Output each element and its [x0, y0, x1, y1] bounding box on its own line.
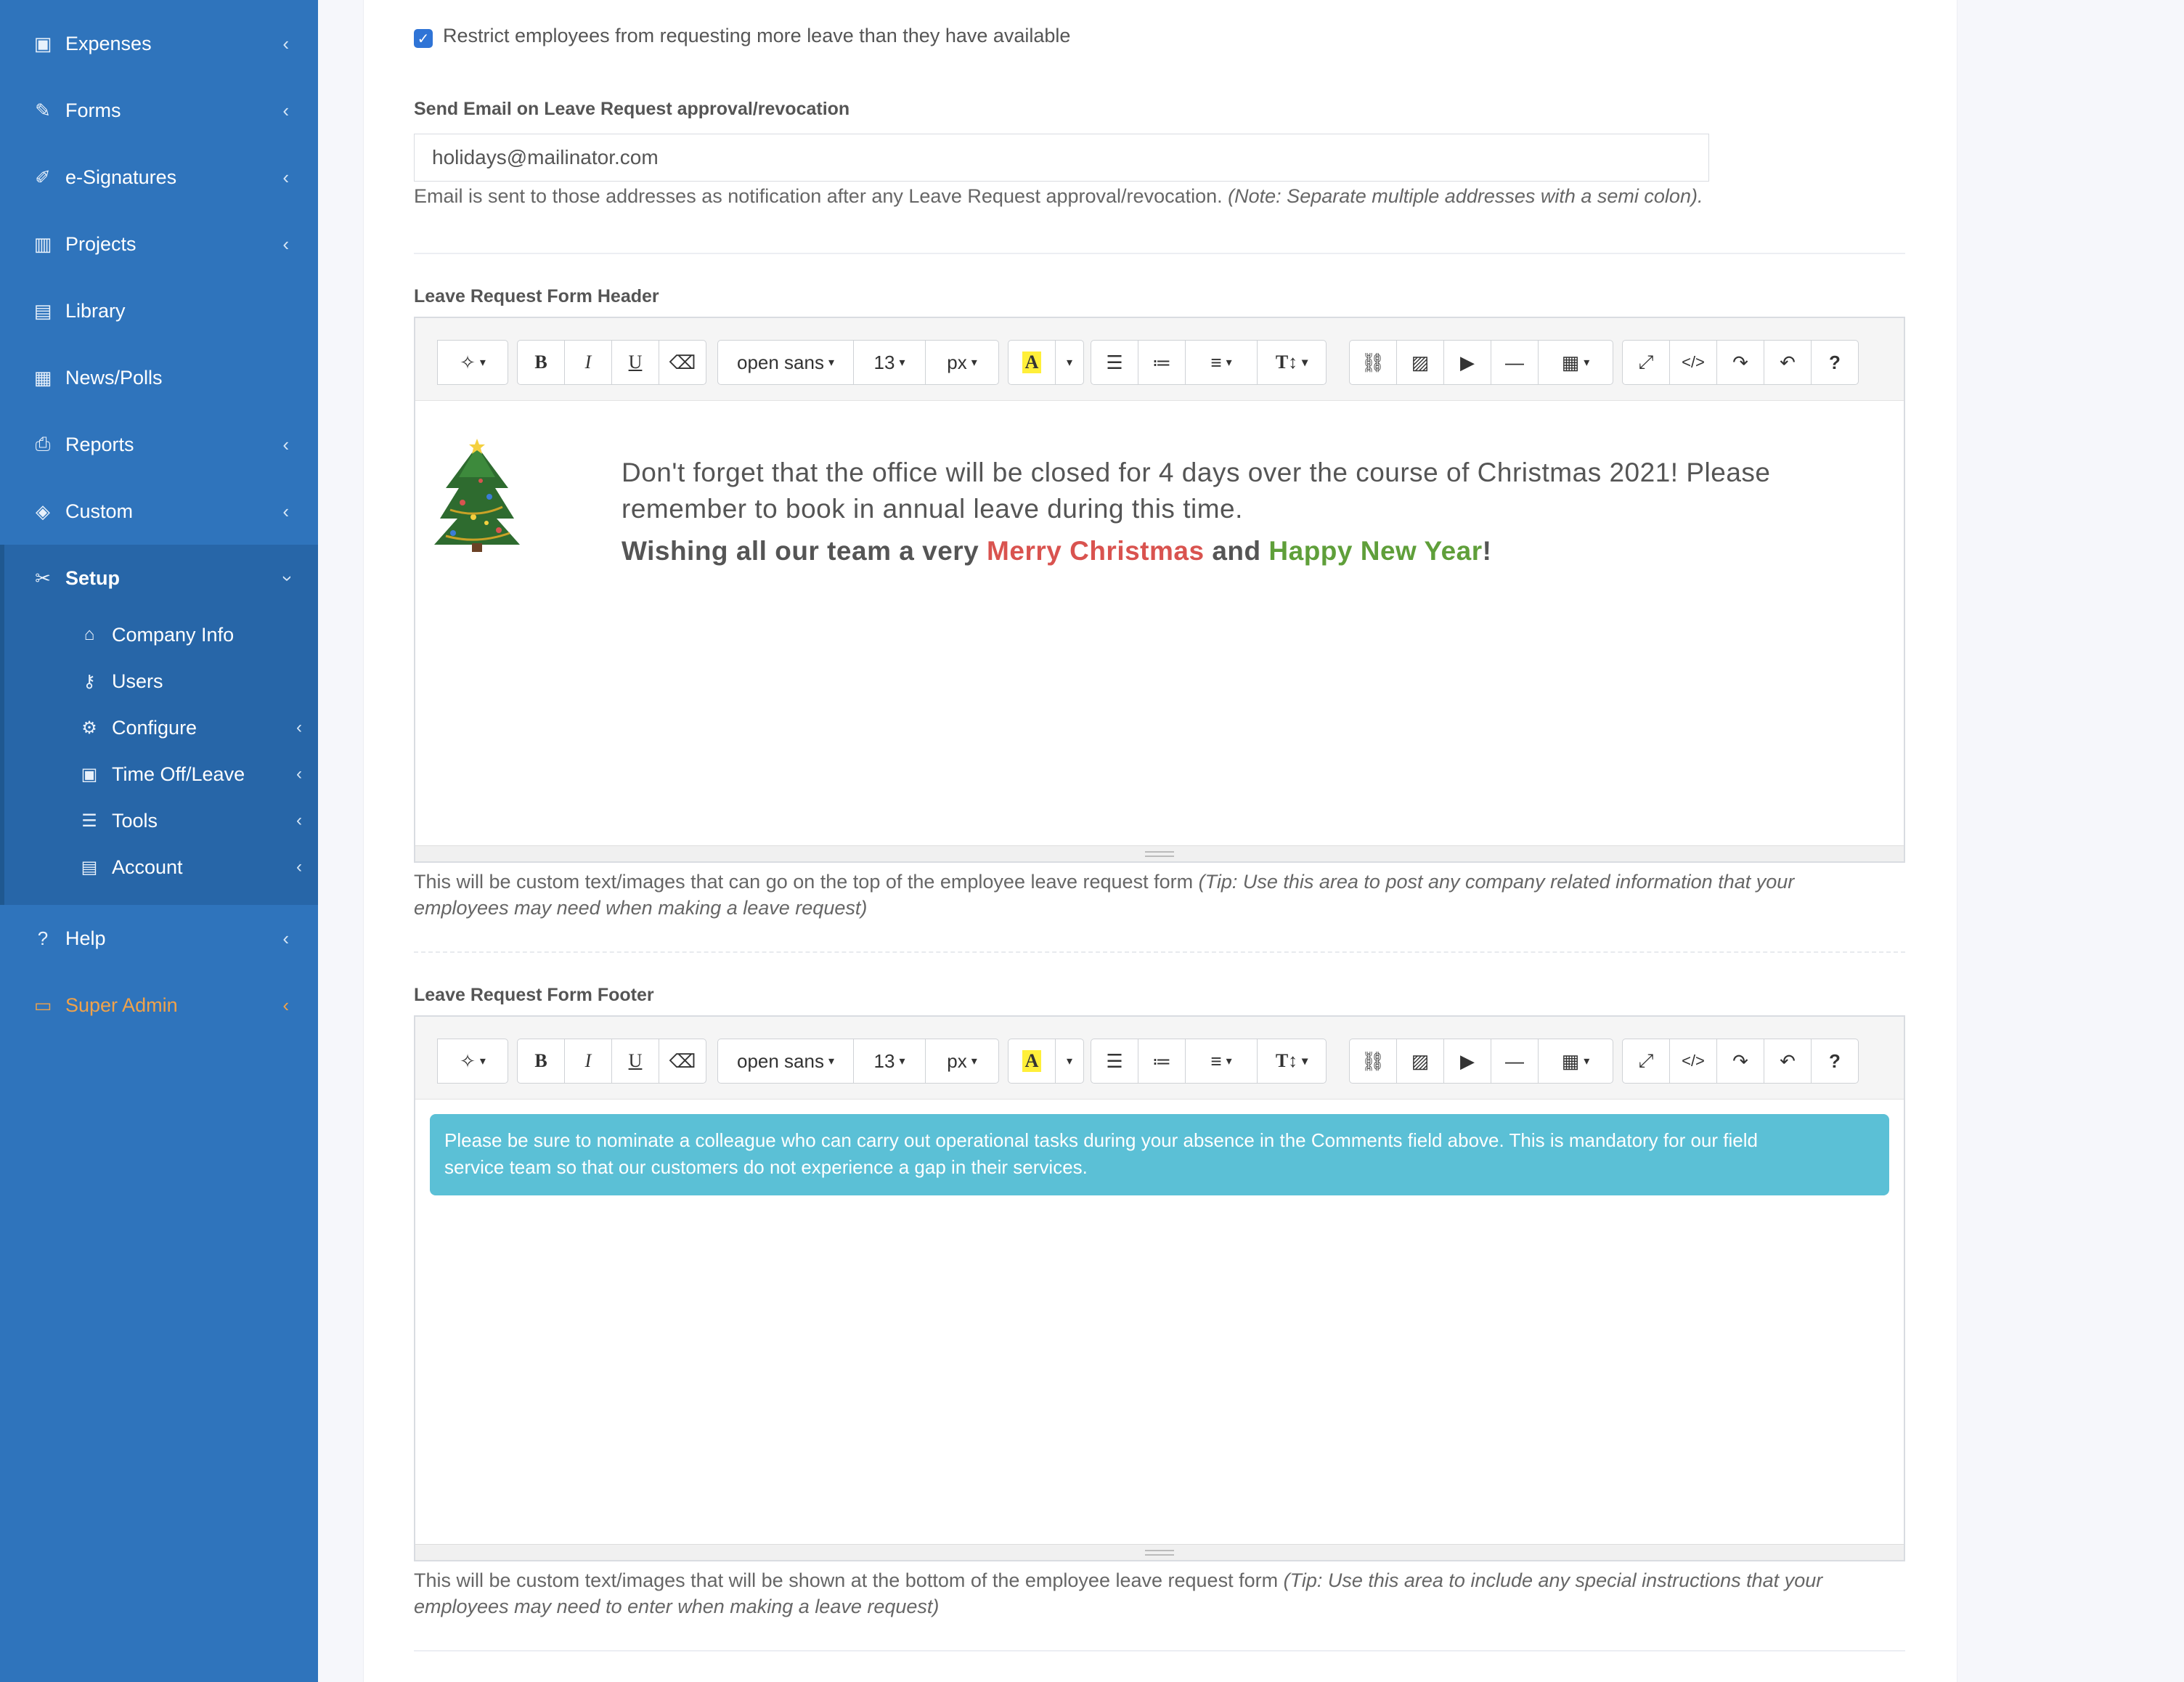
misc-group [1622, 340, 1859, 385]
sidebar-item-time-off-leave[interactable] [0, 751, 318, 797]
eraser-icon: ⌫ [669, 1049, 696, 1072]
list-ol-icon: ≔ [1152, 351, 1171, 373]
question-circle-icon: ? [37, 927, 49, 949]
sidebar-subitem-label: Account [112, 856, 183, 878]
cube-icon: ◈ [36, 500, 50, 522]
sidebar-item-users[interactable] [0, 658, 318, 704]
chevron-left-icon: ‹ [296, 857, 302, 877]
color-button[interactable] [1008, 1039, 1056, 1084]
alert-line1: Please be sure to nominate a colleague who can carry out operational tasks during your absence in the Comments field above. This is mandatory for our field [444, 1129, 1758, 1151]
chevron-left-icon: ‹ [282, 232, 289, 255]
font-size-dropdown[interactable]: 13 ▾ [853, 340, 926, 385]
header-message-line2: remember to book in annual leave during this time. [622, 494, 1243, 524]
wish-and: and [1204, 536, 1269, 566]
footer-help-text [414, 1567, 1910, 1620]
redo-button[interactable] [1716, 1039, 1764, 1084]
line-height-icon: T↕ [1275, 1050, 1298, 1071]
wish-happy-new-year: Happy New Year [1268, 536, 1483, 566]
chevron-left-icon: ‹ [282, 927, 289, 949]
magic-style-button[interactable]: ✧ ▾ [437, 1039, 508, 1084]
email-field-label: Send Email on Leave Request approval/revocation [414, 99, 850, 119]
sidebar-item-super-admin[interactable] [0, 972, 318, 1039]
magic-icon: ✧ [460, 351, 476, 373]
sidebar-item-label: Setup [65, 566, 121, 589]
divider [414, 253, 1905, 254]
horizontal-rule-button[interactable] [1491, 1039, 1539, 1084]
magic-icon: ✧ [460, 1049, 476, 1072]
align-icon: ≡ [1210, 1049, 1222, 1072]
line-height-icon: T↕ [1275, 352, 1298, 373]
font-name-value: open sans [736, 1049, 824, 1072]
sidebar-item-configure[interactable] [0, 704, 318, 751]
font-size-value: 13 [873, 1049, 895, 1072]
align-icon: ≡ [1210, 351, 1222, 373]
wrench-icon: ✂ [35, 566, 51, 589]
sidebar-item-label: Help [65, 927, 106, 949]
header-help-tip-2: employees may need when making a leave request) [414, 897, 868, 919]
chevron-left-icon: ‹ [282, 166, 289, 188]
unordered-list-button[interactable] [1091, 1039, 1138, 1084]
font-name-dropdown[interactable]: open sans ▾ [717, 340, 854, 385]
ordered-list-button[interactable] [1138, 1039, 1186, 1084]
sidebar-item-label: e-Signatures [65, 166, 177, 188]
chevron-left-icon: ‹ [282, 500, 289, 522]
sidebar-item-expenses[interactable] [0, 10, 318, 77]
divider [414, 951, 1905, 953]
sidebar [0, 0, 318, 1682]
unordered-list-button[interactable] [1091, 340, 1138, 385]
table-dropdown[interactable]: ▦ ▾ [1538, 1039, 1613, 1084]
align-dropdown[interactable]: ≡ ▾ [1185, 340, 1258, 385]
desktop-icon: ▭ [33, 994, 52, 1016]
sidebar-item-help[interactable] [0, 905, 318, 972]
font-name-value: open sans [736, 351, 824, 373]
redo-button[interactable] [1716, 340, 1764, 385]
footer-help-tip-2: employees may need to enter when making a leave request) [414, 1596, 940, 1617]
font-group [717, 1039, 999, 1084]
bold-button[interactable]: B [517, 1039, 565, 1084]
horizontal-rule-button[interactable] [1491, 340, 1539, 385]
paragraph-group [1091, 1039, 1327, 1084]
sidebar-item-news-polls[interactable] [0, 344, 318, 411]
book-icon: ▤ [81, 857, 98, 877]
sidebar-item-custom[interactable] [0, 478, 318, 545]
header-help-text [414, 869, 1910, 921]
font-unit-value: px [947, 1049, 967, 1072]
list-ul-icon: ☰ [1106, 1049, 1123, 1072]
eraser-button[interactable] [659, 340, 706, 385]
footer-edit-area[interactable] [415, 1100, 1904, 1544]
font-unit-value: px [947, 351, 967, 373]
email-help-note: (Note: Separate multiple addresses with a semi colon). [1228, 185, 1703, 207]
magic-style-button[interactable]: ✧ ▾ [437, 340, 508, 385]
image-button[interactable] [1396, 1039, 1444, 1084]
sidebar-item-account[interactable] [0, 844, 318, 890]
ordered-list-button[interactable] [1138, 340, 1186, 385]
link-icon: ⛓ [1361, 1049, 1385, 1072]
gear-icon: ⚙ [81, 718, 97, 738]
editor-resize-handle[interactable] [415, 1544, 1904, 1560]
setup-submenu [0, 545, 318, 905]
code-view-button[interactable]: </> [1669, 340, 1717, 385]
header-message-line1: Don't forget that the office will be closed for 4 days over the course of Christmas 2021! Please [622, 458, 1771, 487]
undo-button[interactable] [1764, 340, 1812, 385]
image-icon: ▨ [1411, 351, 1430, 373]
video-button[interactable] [1443, 1039, 1491, 1084]
christmas-tree-image [430, 437, 524, 553]
chevron-left-icon: ‹ [282, 99, 289, 121]
sidebar-subitem-label: Time Off/Leave [112, 763, 245, 785]
email-help-text [414, 183, 1703, 209]
footer-help-tip-1: (Tip: Use this area to include any special instructions that your [1283, 1569, 1823, 1591]
bank-icon: ⌂ [83, 625, 95, 644]
header-editor-label: Leave Request Form Header [414, 286, 659, 306]
chevron-left-icon: ‹ [282, 32, 289, 54]
sidebar-item-company-info[interactable] [0, 612, 318, 658]
expand-icon: ⤢ [1638, 1049, 1654, 1071]
image-button[interactable] [1396, 340, 1444, 385]
email-help: Email is sent to those addresses as notification after any Leave Request approval/revocation. [414, 185, 1223, 207]
font-group [717, 340, 999, 385]
misc-group [1622, 1039, 1859, 1084]
newspaper-icon: ▦ [33, 366, 52, 389]
minus-icon: — [1505, 351, 1524, 373]
table-icon: ▦ [1561, 1049, 1580, 1072]
editor-resize-handle[interactable] [415, 845, 1904, 861]
underline-button[interactable]: U [611, 340, 659, 385]
restrict-leave-checkbox[interactable]: ✓ [414, 29, 433, 48]
list-icon: ☰ [81, 810, 97, 831]
table-icon: ▦ [1561, 351, 1580, 373]
code-view-button[interactable]: </> [1669, 1039, 1717, 1084]
video-icon: ▶ [1460, 351, 1475, 373]
footer-editor-label: Leave Request Form Footer [414, 985, 654, 1005]
sidebar-item-reports[interactable] [0, 411, 318, 478]
line-height-dropdown[interactable]: T↕ ▾ [1257, 340, 1327, 385]
list-ul-icon: ☰ [1106, 351, 1123, 373]
italic-button[interactable]: I [564, 340, 612, 385]
editor-toolbar [415, 1017, 1904, 1100]
highlight-color-icon: A [1022, 1050, 1042, 1072]
sidebar-subitem-label: Tools [112, 809, 158, 832]
header-editor [414, 317, 1905, 863]
sidebar-item-projects[interactable] [0, 211, 318, 277]
table-dropdown[interactable]: ▦ ▾ [1538, 340, 1613, 385]
sidebar-item-label: Expenses [65, 32, 152, 54]
link-button[interactable] [1349, 1039, 1397, 1084]
color-button[interactable] [1008, 340, 1056, 385]
chevron-left-icon: ‹ [296, 810, 302, 830]
sidebar-item-label: Super Admin [65, 994, 178, 1016]
undo-icon: ↶ [1780, 351, 1796, 373]
redo-icon: ↷ [1732, 351, 1748, 373]
font-unit-dropdown[interactable]: px ▾ [925, 340, 999, 385]
alert-line2: service team so that our customers do not experience a gap in their services. [444, 1156, 1088, 1178]
header-help-tip-1: (Tip: Use this area to post any company related information that your [1198, 871, 1795, 893]
header-help: This will be custom text/images that can go on the top of the employee leave request form [414, 871, 1194, 893]
underline-button[interactable]: U [611, 1039, 659, 1084]
edit-icon: ✎ [35, 99, 51, 121]
sidebar-item-label: News/Polls [65, 366, 163, 389]
align-dropdown[interactable]: ≡ ▾ [1185, 1039, 1258, 1084]
line-height-dropdown[interactable]: T↕ ▾ [1257, 1039, 1327, 1084]
sidebar-item-label: Library [65, 299, 126, 322]
color-dropdown[interactable]: ▾ [1055, 1039, 1084, 1084]
help-button[interactable]: ? [1811, 1039, 1859, 1084]
font-size-dropdown[interactable]: 13 ▾ [853, 1039, 926, 1084]
sidebar-subitem-label: Company Info [112, 623, 235, 646]
sidebar-item-tools[interactable] [0, 797, 318, 844]
undo-icon: ↶ [1780, 1049, 1796, 1072]
wish-prefix: Wishing all our team a very [622, 536, 987, 566]
link-icon: ⛓ [1361, 351, 1385, 373]
minus-icon: — [1505, 1049, 1524, 1072]
fullscreen-button[interactable] [1622, 1039, 1670, 1084]
wish-end: ! [1482, 536, 1492, 566]
key-icon: ⚷ [83, 671, 96, 691]
chevron-down-icon: ‹ [274, 574, 297, 582]
color-group [1008, 340, 1084, 385]
sidebar-item-setup[interactable] [0, 545, 318, 612]
book-icon: ▤ [33, 299, 52, 322]
video-button[interactable] [1443, 340, 1491, 385]
paragraph-group [1091, 340, 1327, 385]
sidebar-item-label: Projects [65, 232, 136, 255]
sidebar-item-label: Custom [65, 500, 134, 522]
eraser-icon: ⌫ [669, 351, 696, 373]
bold-button[interactable]: B [517, 340, 565, 385]
help-button[interactable]: ? [1811, 340, 1859, 385]
insert-group [1349, 1039, 1613, 1084]
link-button[interactable] [1349, 340, 1397, 385]
restrict-leave-label: Restrict employees from requesting more leave than they have available [443, 25, 1071, 46]
format-group [517, 1039, 706, 1084]
highlight-color-icon: A [1022, 352, 1042, 373]
sidebar-item-label: Reports [65, 433, 134, 455]
chevron-left-icon: ‹ [282, 433, 289, 455]
sidebar-subitem-label: Users [112, 670, 163, 692]
sidebar-subitem-label: Configure [112, 716, 197, 739]
chevron-left-icon: ‹ [296, 718, 302, 737]
header-edit-area[interactable] [415, 401, 1904, 845]
format-group [517, 340, 706, 385]
sidebar-item-forms[interactable] [0, 77, 318, 144]
print-icon: ⎙ [35, 433, 51, 455]
footer-info-alert [430, 1114, 1889, 1195]
footer-editor [414, 1015, 1905, 1561]
money-icon: ▣ [33, 32, 52, 54]
font-size-value: 13 [873, 351, 895, 373]
chevron-left-icon: ‹ [296, 764, 302, 784]
pen-icon: ✐ [35, 166, 51, 188]
header-wish-line [622, 536, 1491, 566]
divider [414, 1650, 1905, 1651]
font-unit-dropdown[interactable]: px ▾ [925, 1039, 999, 1084]
fullscreen-button[interactable] [1622, 340, 1670, 385]
footer-help: This will be custom text/images that will be shown at the bottom of the employee leave request form [414, 1569, 1279, 1591]
redo-icon: ↷ [1732, 1049, 1748, 1072]
image-icon: ▨ [1411, 1049, 1430, 1072]
briefcase-icon: ▣ [81, 764, 98, 784]
undo-button[interactable] [1764, 1039, 1812, 1084]
sidebar-item-label: Forms [65, 99, 121, 121]
wish-merry-christmas: Merry Christmas [987, 536, 1205, 566]
video-icon: ▶ [1460, 1049, 1475, 1072]
color-group [1008, 1039, 1084, 1084]
sidebar-item-e-signatures[interactable] [0, 144, 318, 211]
expand-icon: ⤢ [1638, 351, 1654, 373]
eraser-button[interactable] [659, 1039, 706, 1084]
sidebar-item-library[interactable] [0, 277, 318, 344]
color-dropdown[interactable]: ▾ [1055, 340, 1084, 385]
italic-button[interactable]: I [564, 1039, 612, 1084]
industry-icon: ▥ [33, 232, 52, 255]
email-field[interactable]: holidays@mailinator.com [414, 134, 1709, 182]
editor-toolbar [415, 318, 1904, 401]
insert-group [1349, 340, 1613, 385]
style-group [437, 1039, 508, 1084]
style-group [437, 340, 508, 385]
list-ol-icon: ≔ [1152, 1049, 1171, 1072]
font-name-dropdown[interactable]: open sans ▾ [717, 1039, 854, 1084]
chevron-left-icon: ‹ [282, 994, 289, 1016]
